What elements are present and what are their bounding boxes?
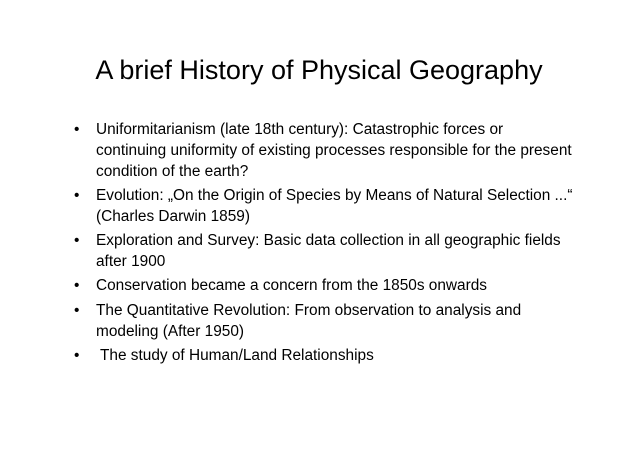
- bullet-text: The study of Human/Land Relationships: [100, 346, 374, 364]
- bullet-item: [74, 231, 574, 273]
- bullet-marker: •: [74, 277, 80, 295]
- bullet-marker: •: [74, 186, 80, 204]
- bullet-marker: •: [74, 121, 80, 138]
- bullet-item: [74, 276, 574, 297]
- slide-title: A brief History of Physical Geography: [95, 55, 543, 85]
- bullet-text: Conservation became a concern from the 1850s onwards: [96, 277, 487, 295]
- bullet-text: Uniformitarianism (late 18th century): Catastrophic forces or continuing uniformity of existing processes responsible for the present condition of the earth?: [96, 121, 572, 180]
- bullet-text: The Quantitative Revolution: From observation to analysis and modeling (After 1950): [96, 301, 522, 340]
- bullet-item: [74, 120, 574, 182]
- bullet-marker: •: [74, 301, 80, 319]
- bullet-list: [74, 120, 574, 370]
- bullet-item: [74, 186, 574, 228]
- bullet-text: Exploration and Survey: Basic data collection in all geographic fields after 1900: [96, 232, 561, 270]
- bullet-item: [74, 301, 574, 343]
- bullet-marker: •: [74, 346, 80, 364]
- bullet-item: [74, 346, 574, 367]
- bullet-text: Evolution: „On the Origin of Species by Means of Natural Selection ...“ (Charles Darwin 1859): [96, 186, 573, 225]
- bullet-marker: •: [74, 232, 80, 250]
